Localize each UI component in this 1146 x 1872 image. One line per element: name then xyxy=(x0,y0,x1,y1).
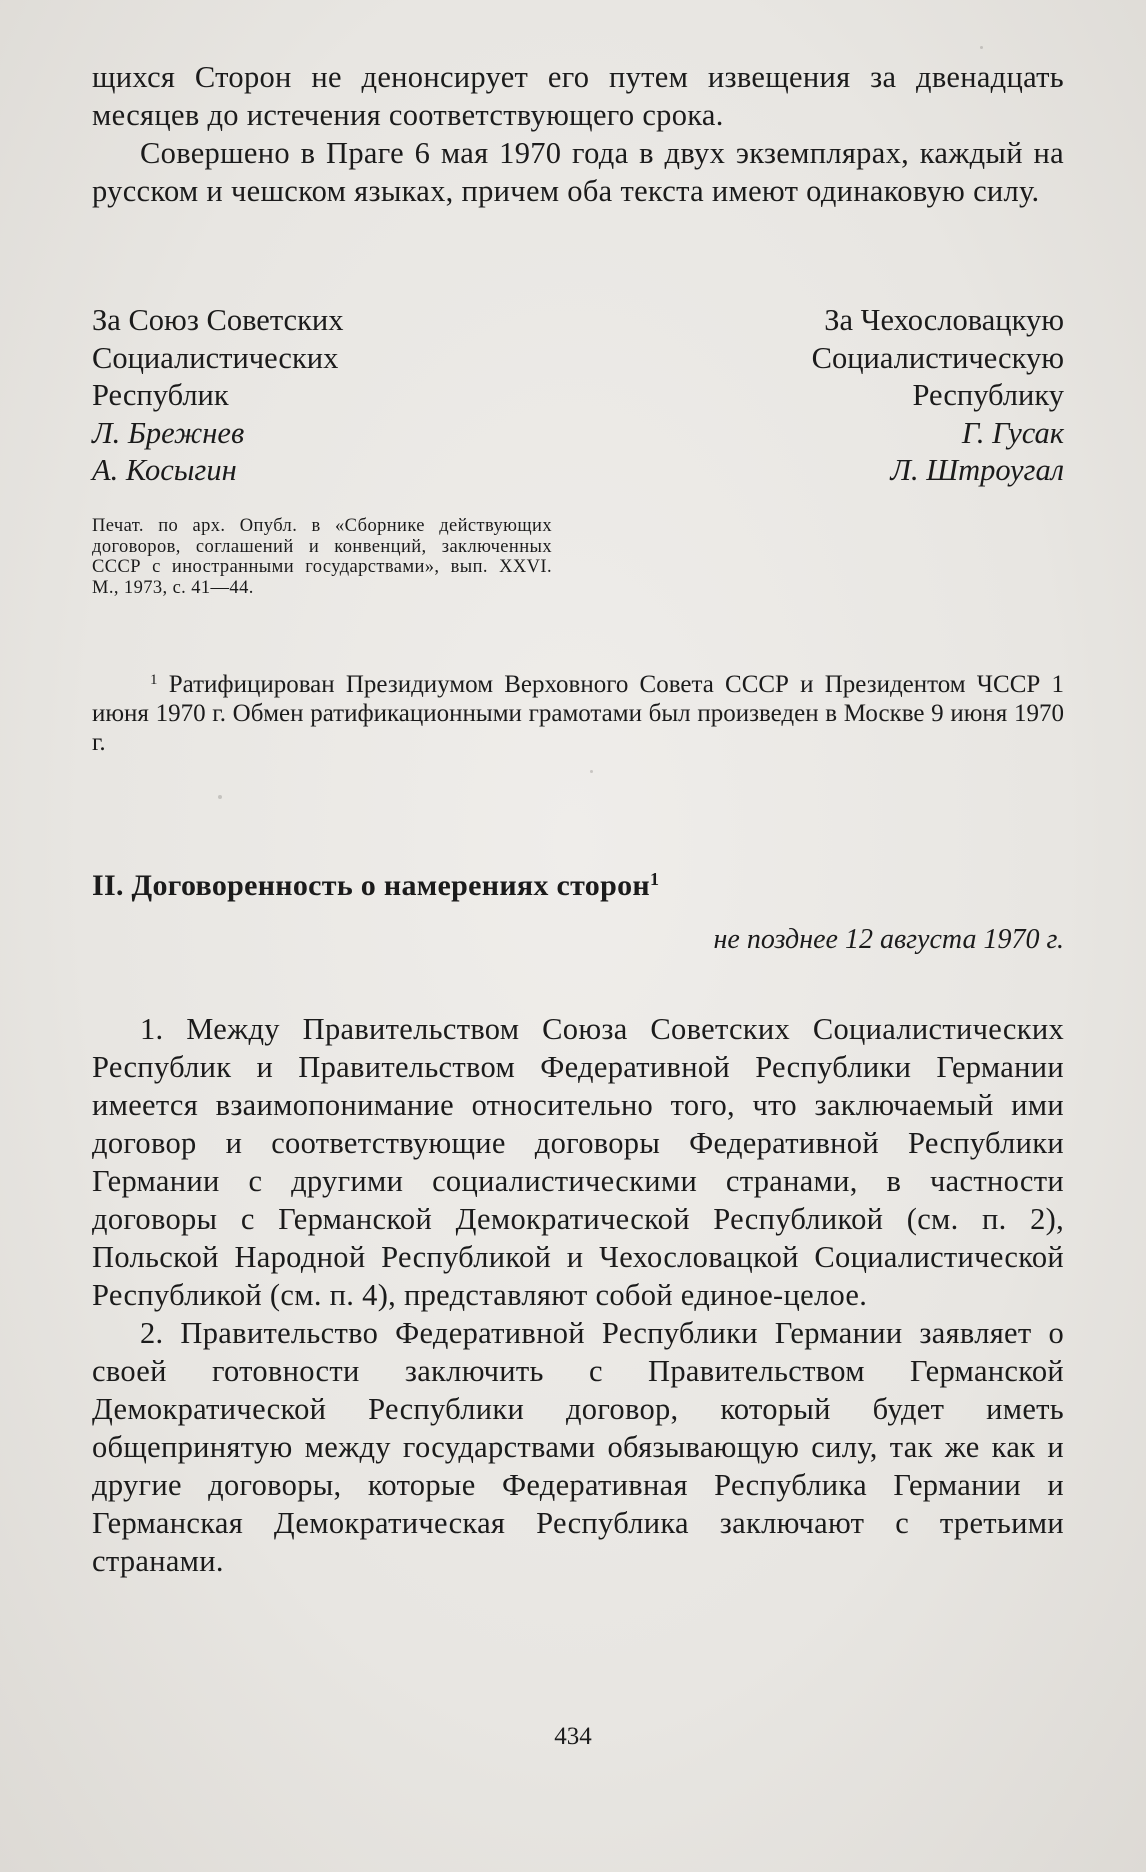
right-signer-2: Л. Штроугал xyxy=(890,453,1064,487)
footnote xyxy=(92,670,1064,757)
source-note-text: Печат. по арх. Опубл. в «Сборнике действующих договоров, соглашений и конвенций, заключенных СССР с иностранными государствами», вып. XXVI. М., 1973, с. 41—44. xyxy=(92,516,552,598)
section-heading-text: II. Договоренность о намерениях сторон xyxy=(92,869,650,902)
section-heading-mark: 1 xyxy=(649,869,660,890)
right-party-line-1: За Чехословацкую xyxy=(824,303,1064,337)
left-party-line-3: Республик xyxy=(92,378,229,412)
source-note xyxy=(92,516,552,598)
left-party-line-2: Социалистических xyxy=(92,340,339,375)
right-signer-1: Г. Гусак xyxy=(961,415,1064,450)
left-party-line-1: За Союз Советских xyxy=(92,303,344,337)
opening-text-block xyxy=(92,58,1064,210)
footnote-mark: 1 xyxy=(150,671,158,688)
points-block xyxy=(92,1010,1064,1580)
paragraph-signing-statement: Совершено в Праге 6 мая 1970 года в двух экземплярах, каждый на русском и чешском языках, причем оба текста имеют одинаковую силу. xyxy=(92,136,1064,208)
scan-speck xyxy=(980,46,983,49)
point-2: 2. Правительство Федеративной Республики Германии заявляет о своей готовности заключить с Правительством Германской Демократической Республики договор, который будет иметь общепринятую между государствами обязывающую силу, так же как и другие договоры, которые Федеративная Республика Германии и Германская Демократическая Республика заключают с третьими странами. xyxy=(92,1316,1064,1578)
signature-block xyxy=(92,302,1064,490)
scan-speck xyxy=(590,770,593,773)
paragraph-continuation: щихся Сторон не денонсирует его путем извещения за двенадцать месяцев до истечения соответствующего срока. xyxy=(92,60,1064,132)
footnote-text: Ратифицирован Президиумом Верховного Совета СССР и Президентом ЧССР 1 июня 1970 г. Обмен ратификационными грамотами был произведен в Москве 9 июня 1970 г. xyxy=(92,671,1064,756)
right-party-line-3: Республику xyxy=(912,378,1064,412)
scan-speck xyxy=(218,795,222,799)
page-number: 434 xyxy=(554,1723,592,1750)
section-heading xyxy=(92,866,659,906)
left-signer-2: А. Косыгин xyxy=(92,453,237,487)
signature-right-column xyxy=(812,302,1064,490)
right-party-line-2: Социалистическую xyxy=(811,340,1064,375)
point-1: 1. Между Правительством Союза Советских Социалистических Республик и Правительством Федеративной Республики Германии имеется взаимопонимание относительно того, что заключаемый ими договор и соответствующие договоры Федеративной Республики Германии с другими социалистическими странами, в частности договоры с Германской Демократической Республикой (см. п. 2), Польской Народной Республикой и Чехословацкой Социалистической Республикой (см. п. 4), представляют собой единое-целое. xyxy=(92,1012,1064,1312)
left-signer-1: Л. Брежнев xyxy=(92,415,245,450)
section-date: не позднее 12 августа 1970 г. xyxy=(713,924,1064,955)
signature-left-column xyxy=(92,302,343,490)
